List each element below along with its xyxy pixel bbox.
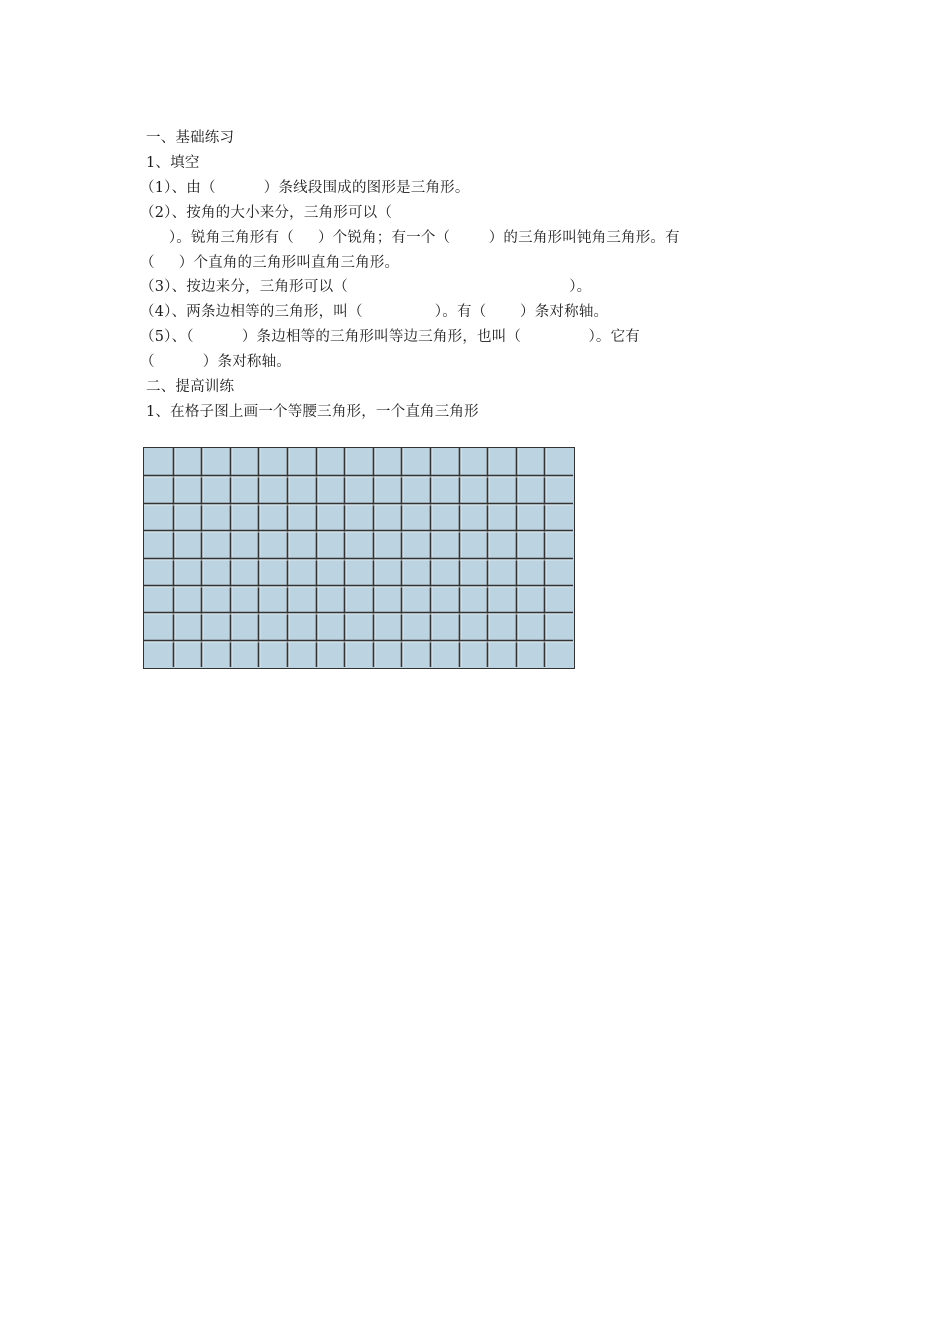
fill-blank-line-1: （1）、由（ ）条线段围成的图形是三角形。 (140, 180, 470, 196)
fill-blank-line-7: （5）、（ ）条边相等的三角形叫等边三角形，也叫（ ）。它有 (140, 329, 640, 345)
fill-blank-line-3: ）。锐角三角形有（ ）个锐角；有一个（ ）的三角形叫钝角三角形。有 (140, 230, 680, 246)
section-1-title: 一、基础练习 (146, 130, 235, 146)
grid-lines (144, 448, 573, 667)
fill-blank-line-4: （ ）个直角的三角形叫直角三角形。 (140, 255, 400, 271)
fill-blank-line-8: （ ）条对称轴。 (140, 354, 291, 370)
question-2-1-title: 1、在格子图上画一个等腰三角形，一个直角三角形 (146, 404, 479, 420)
question-1-title: 1、填空 (146, 155, 200, 171)
drawing-grid[interactable] (143, 447, 575, 669)
fill-blank-line-6: （4）、两条边相等的三角形，叫（ ）。有（ ）条对称轴。 (140, 304, 609, 320)
section-2-title: 二、提高训练 (146, 379, 235, 395)
fill-blank-line-2: （2）、按角的大小来分，三角形可以（ (140, 205, 393, 221)
fill-blank-line-5: （3）、按边来分，三角形可以（ ）。 (140, 279, 592, 295)
